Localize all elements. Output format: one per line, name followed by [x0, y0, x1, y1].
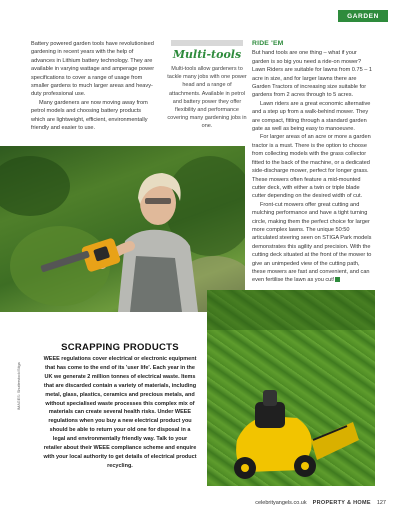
multi-tools-heading: Multi-tools: [172, 48, 242, 61]
ride-em-column: [252, 40, 374, 285]
intro-paragraph: Many gardeners are now moving away from petrol models and choosing battery products which are lightweight, efficient, environmentally friendly and easier to use.: [31, 99, 148, 132]
scrapping-products-box: [31, 315, 207, 499]
ride-on-mower-photo: [207, 290, 375, 486]
hedge-trimmer-illustration: [0, 146, 245, 312]
intro-column: [31, 40, 155, 132]
hedge-trimmer-photo: [0, 146, 245, 312]
ride-em-paragraph-text: Front-cut mowers offer great cutting and mulching performance and have a tight turning circle, making them the perfect choice for larger more complex lawns. The unique 50:50 articulated steering seen on STIGA Park models demonstrates this agility and precision. With the cutting deck situated at the front of the mower to give an unimpeded view of the cutting path, these mowers are fast and convenient, and can even fertilise the lawn as you cut!: [252, 201, 372, 284]
intro-paragraph: Battery powered garden tools have revolutionised gardening in recent years with the help of advances in Lithium battery technology. They are available in varying wattage and amperage power specifications to cover a range of usage from smaller gardens to much larger areas and heavy-duty professional use.: [31, 41, 155, 98]
footer-section: PROPERTY & HOME: [312, 500, 371, 506]
page-number: 127: [376, 500, 386, 506]
ride-on-mower-illustration: [207, 290, 375, 486]
multi-tools-box: [166, 40, 248, 131]
ride-em-paragraph: But hand tools are one thing – what if your garden is so big you need a ride-on mower? Lawn Riders are suitable for lawns from 0.75 – 1 acre in size, and for larger lawns there are Garden Tractors of increasing size suitable for gardens from 2 acres through to 5 acres.: [252, 50, 373, 99]
ride-em-paragraph: Lawn riders are a great economic alternative and a step up from a walk-behind mower. They are compact, fitting through a standard garden gate as well as being easy to manoeuvre.: [252, 100, 371, 133]
ride-em-paragraph: [252, 201, 374, 285]
section-tag: GARDEN: [338, 10, 388, 22]
page-footer: [255, 500, 386, 506]
footer-site: celebrityangels.co.uk: [255, 500, 307, 506]
scrapping-text: WEEE regulations cover electrical or electronic equipment that has come to the end of its 'user life'. Each year in the UK we generate 2 million tonnes of electrical waste. Items that are discarded contain a variety of materials, including metal, glass, plastics, ceramics and precious metals, and without specialised waste processes this complex mix of materials can create several health risks. Under WEEE regulations when you buy a new electrical product you should be able to return your old one for disposal in a legal and environmentally friendly way. Talk to your retailer about their WEEE compliance scheme and enquire with your local authority to get details of electrical product recycling.: [43, 356, 197, 469]
ride-em-heading: RIDE 'EM: [252, 40, 284, 47]
end-mark-icon: [335, 277, 340, 282]
photo-credit: IMAGES: Shutterstock/Stiga: [17, 362, 21, 410]
scrapping-heading: SCRAPPING PRODUCTS: [61, 342, 179, 353]
multi-tools-rule: [171, 40, 243, 46]
multi-tools-text: Multi-tools allow gardeners to tackle many jobs with one power head and a range of attachments. Available in petrol and battery power they offer flexibility and performance covering many gardening jobs in one.: [167, 66, 247, 130]
ride-em-paragraph: For larger areas of an acre or more a garden tractor is a must. There is the option to choose from collecting models with the grass collector fitted to the back of the machine, or a dedicated side-discharge mower, perfect for longer grass. These mowers often feature a mid-mounted cutter deck, with either a twin or triple blade cutter depending on the desired width of cut.: [252, 134, 371, 200]
